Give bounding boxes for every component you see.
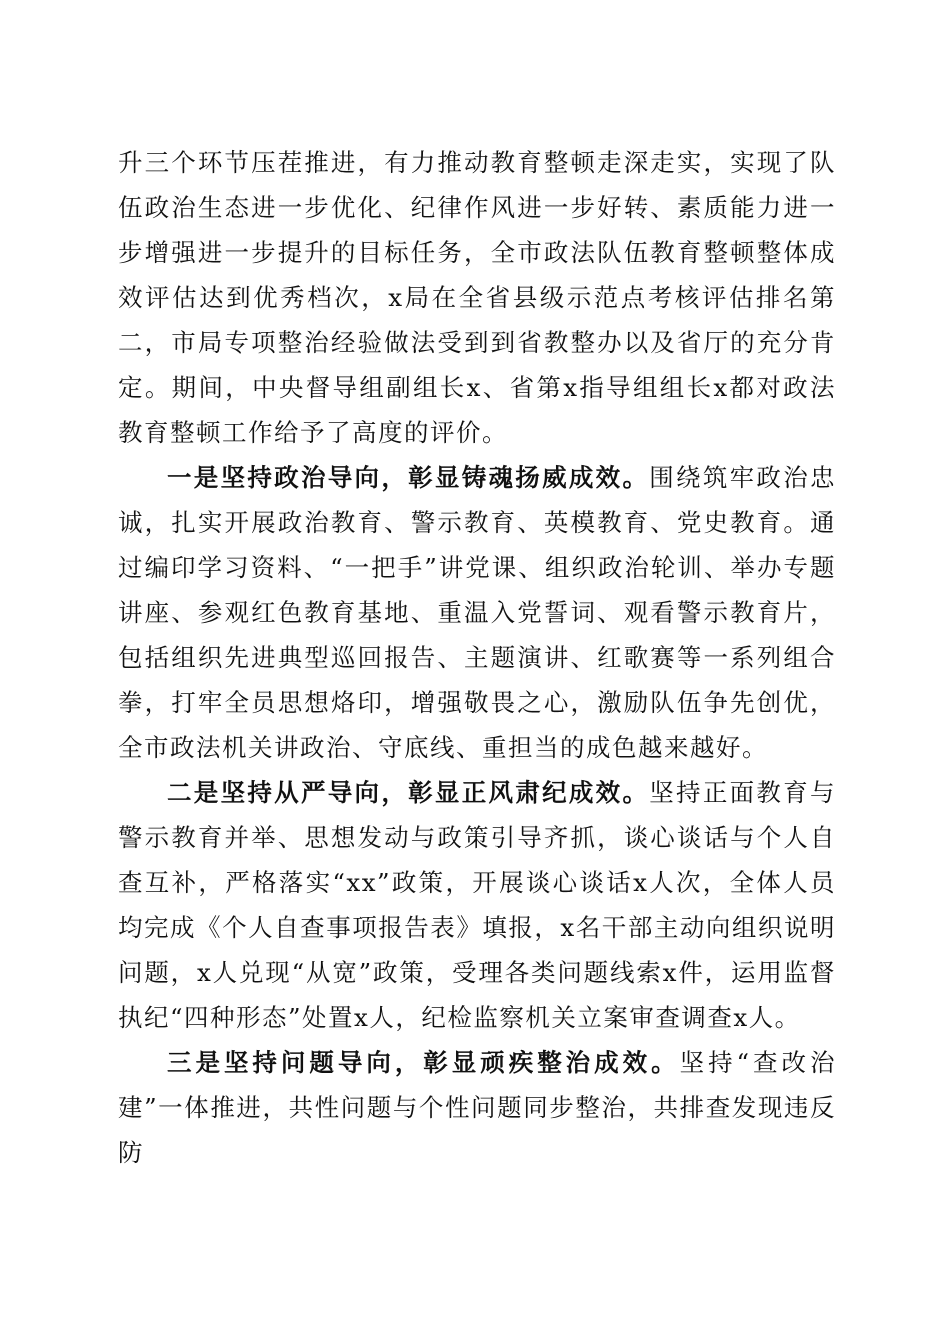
paragraph-text: 围绕筑牢政治忠诚，扎实开展政治教育、警示教育、英模教育、党史教育。通过编印学习资料、“一把手”讲党课、组织政治轮训、举办专题讲座、参观红色教育基地、重温入党誓词、观看警示教育片，包括组织先进典型巡回报告、主题演讲、红歌赛等一系列组合拳，打牢全员思想烙印，增强敬畏之心，激励队伍争先创优，全市政法机关讲政治、守底线、重担当的成色越来越好。 — [118, 463, 836, 762]
paragraph-lead-heading: 一是坚持政治导向，彰显铸魂扬威成效。 — [167, 463, 650, 492]
paragraph-strict-orientation — [118, 770, 836, 1040]
paragraph-problem-orientation — [118, 1040, 836, 1175]
paragraph-text: 坚持正面教育与警示教育并举、思想发动与政策引导齐抓，谈心谈话与个人自查互补，严格落实“xx”政策，开展谈心谈话x人次，全体人员均完成《个人自查事项报告表》填报，x名干部主动向组织说明问题，x人兑现“从宽”政策，受理各类问题线索x件，运用监督执纪“四种形态”处置x人，纪检监察机关立案审查调查x人。 — [118, 778, 836, 1032]
document-body — [118, 140, 836, 1175]
paragraph-text: 坚持“查改治建”一体推进，共性问题与个性问题同步整治，共排查发现违反防 — [118, 1048, 837, 1167]
paragraph-text: 升三个环节压茬推进，有力推动教育整顿走深走实，实现了队伍政治生态进一步优化、纪律作风进一步好转、素质能力进一步增强进一步提升的目标任务，全市政法队伍教育整顿整体成效评估达到优秀档次，x局在全省县级示范点考核评估排名第二，市局专项整治经验做法受到到省教整办以及省厅的充分肯定。期间，中央督导组副组长x、省第x指导组组长x都对政法教育整顿工作给予了高度的评价。 — [118, 148, 836, 447]
paragraph-political-orientation — [118, 455, 836, 770]
paragraph-lead-heading: 三是坚持问题导向，彰显顽疾整治成效。 — [167, 1048, 680, 1077]
paragraph-lead-heading: 二是坚持从严导向，彰显正风肃纪成效。 — [167, 778, 650, 807]
paragraph-intro-continuation — [118, 140, 836, 455]
